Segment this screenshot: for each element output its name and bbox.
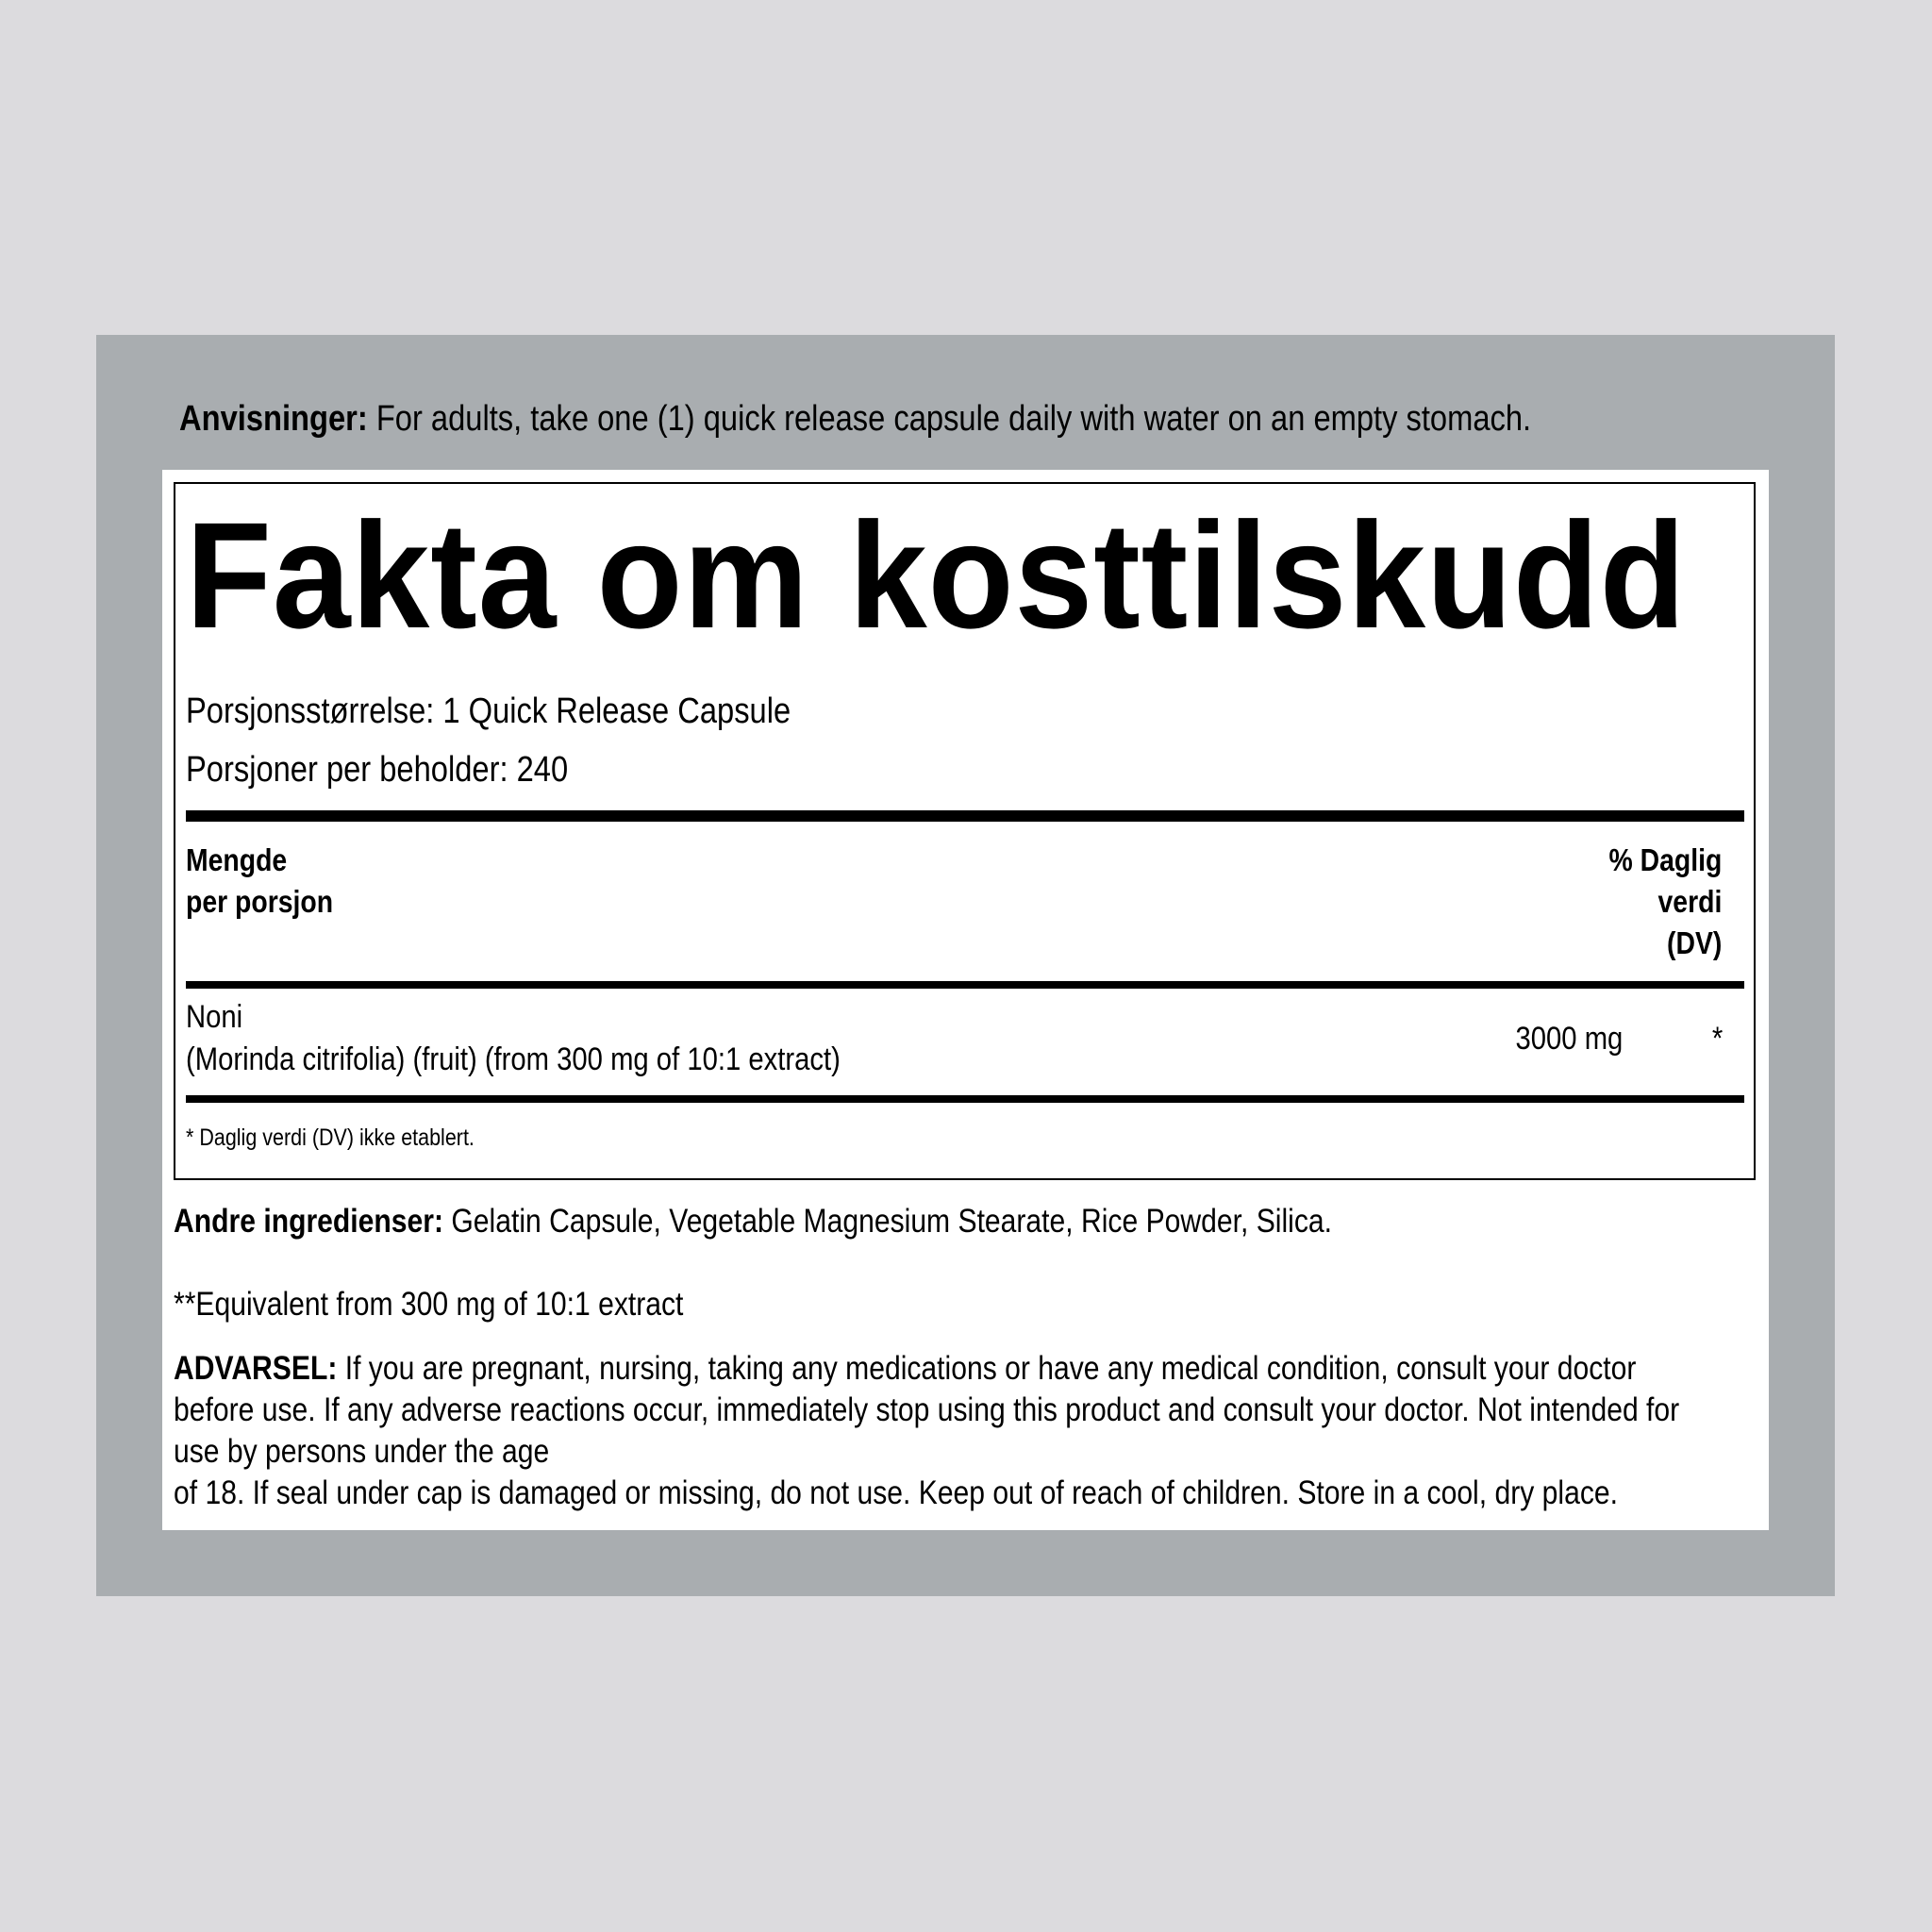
directions-text — [179, 394, 1531, 443]
ingredient-detail: (Morinda citrifolia) (fruit) (from 300 mg of 10:1 extract) — [186, 1041, 841, 1077]
servings-per-container: Porsjoner per beholder: 240 — [186, 750, 569, 790]
equivalent-note: **Equivalent from 300 mg of 10:1 extract — [174, 1286, 684, 1323]
ingredient-dv: * — [1711, 1021, 1723, 1057]
daily-value-header — [1608, 840, 1722, 964]
warning-line-3: use by persons under the age — [174, 1433, 550, 1470]
header-divider — [186, 981, 1744, 989]
dv-header-line-1: % Daglig — [1608, 842, 1722, 877]
warning-text-1: If you are pregnant, nursing, taking any medications or have any medical condition, consult your doctor — [337, 1350, 1637, 1387]
dv-footnote: * Daglig verdi (DV) ikke etablert. — [186, 1124, 475, 1151]
directions-label: Anvisninger: — [179, 399, 368, 439]
warning-line-2: before use. If any adverse reactions occur, immediately stop using this product and consult your doctor. Not intended for — [174, 1391, 1680, 1428]
serving-size: Porsjonsstørrelse: 1 Quick Release Capsule — [186, 691, 791, 731]
ingredient-amount: 3000 mg — [1515, 1021, 1623, 1057]
amount-per-serving-header — [186, 840, 333, 923]
other-ingredients — [174, 1201, 1332, 1242]
dv-header-line-2: verdi — [1657, 884, 1722, 919]
amount-header-line-1: Mengde — [186, 842, 288, 877]
warning-line-1 — [174, 1348, 1636, 1390]
other-ingredients-body: Gelatin Capsule, Vegetable Magnesium Stearate, Rice Powder, Silica. — [443, 1203, 1332, 1240]
directions-body: For adults, take one (1) quick release capsule daily with water on an empty stomach. — [367, 399, 1532, 439]
other-ingredients-label: Andre ingredienser: — [174, 1203, 444, 1240]
bottom-divider — [186, 1095, 1744, 1103]
amount-header-line-2: per porsjon — [186, 884, 334, 919]
thick-divider — [186, 810, 1744, 822]
facts-title: Fakta om kosttilskudd — [186, 491, 1687, 659]
warning-label: ADVARSEL: — [174, 1350, 338, 1387]
ingredient-name: Noni — [186, 999, 243, 1035]
warning-line-4: of 18. If seal under cap is damaged or missing, do not use. Keep out of reach of children. Store in a cool, dry place. — [174, 1474, 1618, 1511]
dv-header-line-3: (DV) — [1666, 925, 1722, 960]
